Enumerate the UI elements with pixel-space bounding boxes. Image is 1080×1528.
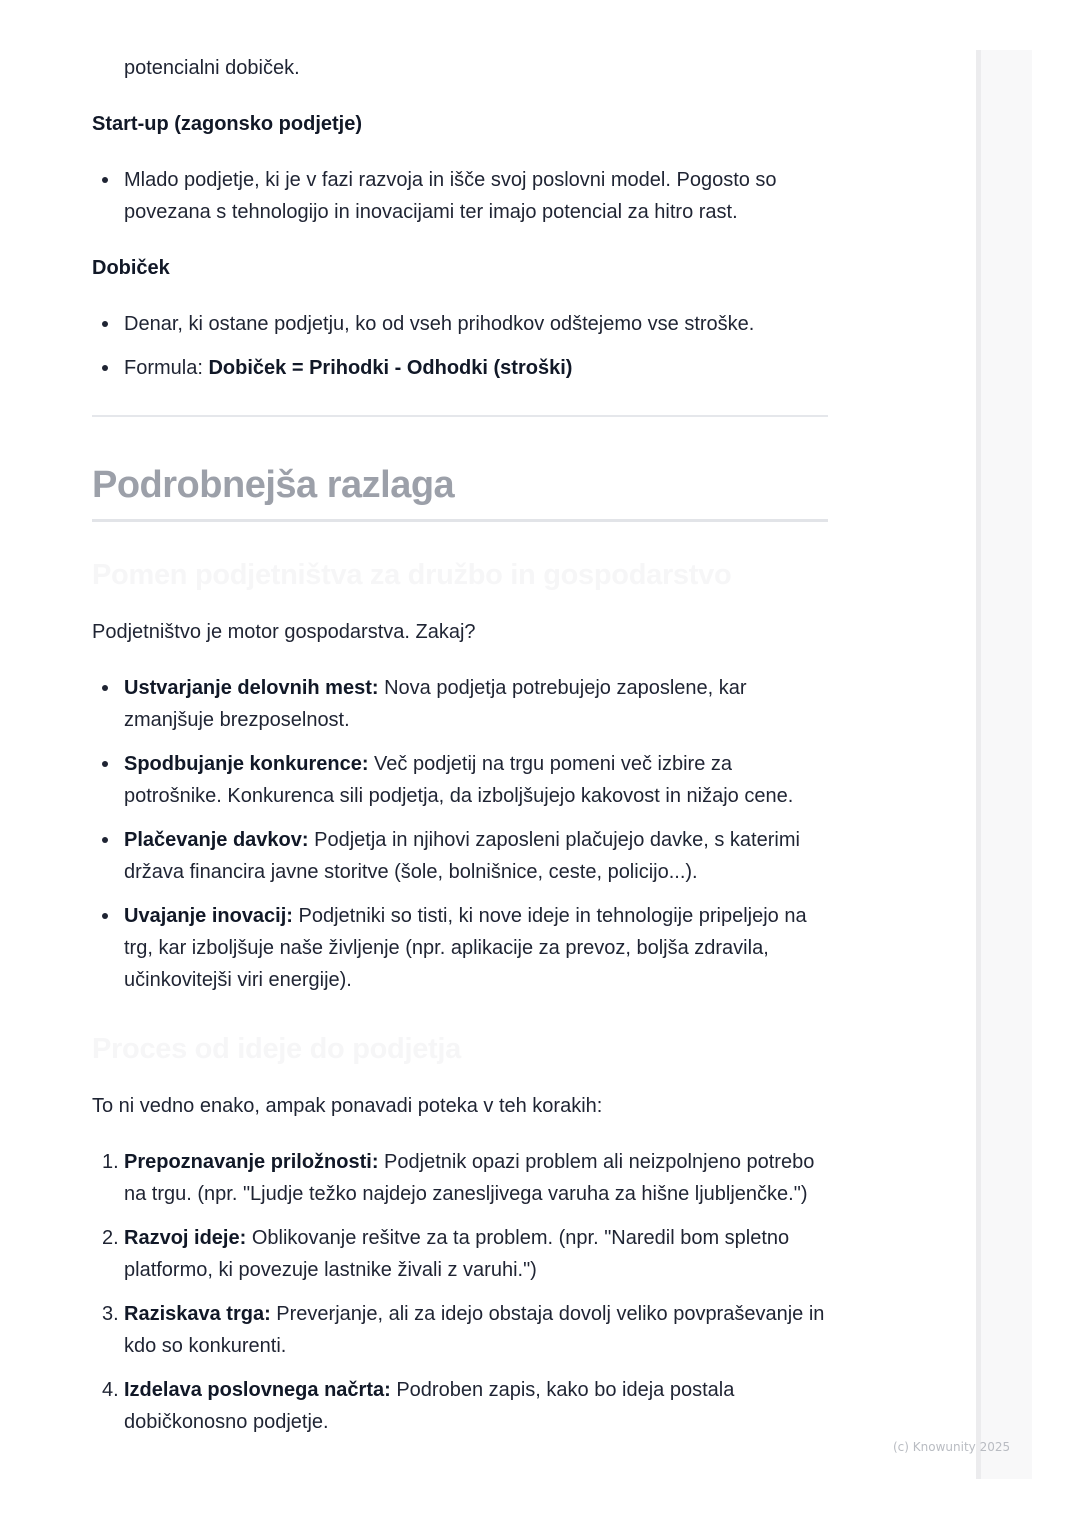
step-number: 2. <box>102 1227 119 1249</box>
list-item-text: Mlado podjetje, ki je v fazi razvoja in išče svoj poslovni model. Pogosto so povezana s tehnologijo in inovacijami ter imajo potencial za hitro rast. <box>124 169 777 223</box>
list-item <box>92 672 828 736</box>
profit-list <box>92 308 828 396</box>
copyright: (c) Knowunity 2025 <box>893 1440 1011 1454</box>
section-title-rule <box>92 519 828 522</box>
item-label: Uvajanje inovacij: <box>124 905 293 927</box>
step-text: Podjetnik opazi problem ali neizpolnjeno potrebo na trgu. (npr. "Ljudje težko najdejo zanesljivega varuha za hišne ljubljenčke.") <box>124 1151 815 1205</box>
step-number: 3. <box>102 1303 119 1325</box>
list-item <box>92 900 828 996</box>
step-label: Izdelava poslovnega načrta: <box>124 1379 391 1401</box>
step-item <box>92 1298 828 1362</box>
startup-list <box>92 164 828 240</box>
step-number: 4. <box>102 1379 119 1401</box>
step-label: Raziskava trga: <box>124 1303 271 1325</box>
step-item <box>92 1222 828 1286</box>
list-item-text: Denar, ki ostane podjetju, ko od vseh prihodkov odštejemo vse stroške. <box>124 313 755 335</box>
process-intro: To ni vedno enako, ampak ponavadi poteka v teh korakih: <box>92 1095 603 1117</box>
list-item <box>92 748 828 812</box>
item-label: Plačevanje davkov: <box>124 829 309 851</box>
formula-label: Formula: <box>124 357 209 379</box>
term-profit: Dobiček <box>92 257 170 279</box>
divider <box>92 415 828 417</box>
step-label: Razvoj ideje: <box>124 1227 247 1249</box>
list-item <box>92 352 828 384</box>
heading-process: Proces od ideje do podjetja <box>92 1033 461 1065</box>
item-text: Nova podjetja potrebujejo zaposlene, kar zmanjšuje brezposelnost. <box>124 677 747 731</box>
step-item <box>92 1146 828 1210</box>
section-title: Podrobnejša razlaga <box>92 464 455 506</box>
step-label: Prepoznavanje priložnosti: <box>124 1151 379 1173</box>
item-text: Podjetja in njihovi zaposleni plačujejo davke, s katerimi država financira javne storitve (šole, bolnišnice, ceste, policijo...). <box>124 829 800 883</box>
formula: Dobiček = Prihodki - Odhodki (stroški) <box>208 357 573 379</box>
importance-intro: Podjetništvo je motor gospodarstva. Zakaj? <box>92 621 476 643</box>
step-item <box>92 1374 828 1438</box>
item-text: Več podjetij na trgu pomeni več izbire za potrošnike. Konkurenca sili podjetja, da izboljšujejo kakovost in nižajo cene. <box>124 753 794 807</box>
step-text: Preverjanje, ali za idejo obstaja dovolj veliko povpraševanje in kdo so konkurenti. <box>124 1303 825 1357</box>
step-text: Oblikovanje rešitve za ta problem. (npr. "Naredil bom spletno platformo, ki povezuje lastnike živali z varuhi.") <box>124 1227 790 1281</box>
item-label: Ustvarjanje delovnih mest: <box>124 677 379 699</box>
term-startup: Start-up (zagonsko podjetje) <box>92 113 362 135</box>
list-item <box>92 308 828 340</box>
list-item <box>92 824 828 888</box>
item-text: Podjetniki so tisti, ki nove ideje in tehnologije pripeljejo na trg, kar izboljšuje naše življenje (npr. aplikacije za prevoz, boljša zdravila, učinkovitejši viri energije). <box>124 905 807 991</box>
intro-continuation: potencialni dobiček. <box>124 57 300 79</box>
item-label: Spodbujanje konkurence: <box>124 753 369 775</box>
heading-importance: Pomen podjetništva za družbo in gospodarstvo <box>92 559 732 591</box>
step-number: 1. <box>102 1151 119 1173</box>
importance-list <box>92 672 828 1008</box>
list-item <box>92 164 828 228</box>
process-steps <box>92 1146 828 1450</box>
step-text: Podroben zapis, kako bo ideja postala dobičkonosno podjetje. <box>124 1379 735 1433</box>
side-panel <box>976 50 1032 1479</box>
